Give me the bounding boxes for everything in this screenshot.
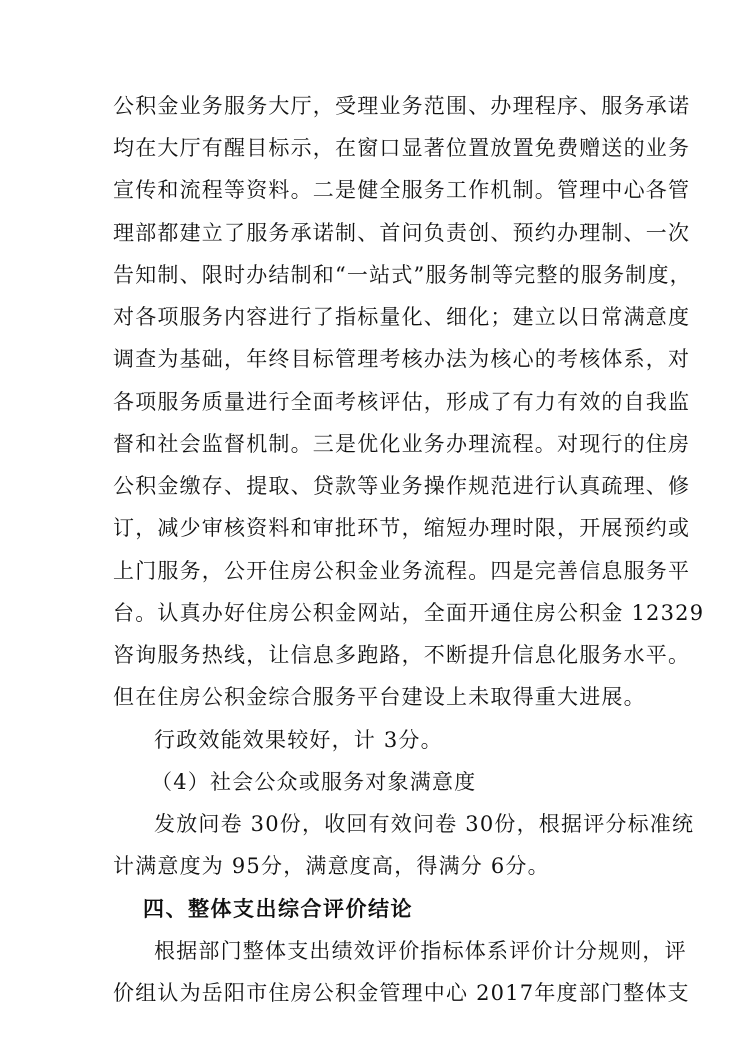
section-heading: 四、整体支出综合评价结论 — [143, 897, 413, 921]
body-text-line: 但在住房公积金综合服务平台建设上未取得重大进展。 — [113, 685, 646, 709]
body-text-line: 订，减少审核资料和审批环节，缩短办理时限，开展预约或 — [113, 516, 691, 540]
efficiency-result-text: 行政效能效果较好，计 3分。 — [154, 728, 443, 752]
body-text-line: 对各项服务内容进行了指标量化、细化；建立以日常满意度 — [113, 305, 691, 329]
body-text-line: 各项服务质量进行全面考核评估，形成了有力有效的自我监 — [113, 390, 691, 414]
body-text-line: 宣传和流程等资料。二是健全服务工作机制。管理中心各管 — [113, 178, 691, 202]
body-text-line: 台。认真办好住房公积金网站，全面开通住房公积金 12329 — [113, 601, 705, 625]
body-text-line: 公积金缴存、提取、贷款等业务操作规范进行认真疏理、修 — [113, 474, 691, 498]
conclusion-text-line: 价组认为岳阳市住房公积金管理中心 2017年度部门整体支 — [113, 981, 690, 1005]
survey-text-line: 计满意度为 95分，满意度高，得满分 6分。 — [113, 854, 550, 878]
body-text-line: 公积金业务服务大厅，受理业务范围、办理程序、服务承诺 — [113, 94, 691, 118]
body-text-line: 督和社会监督机制。三是优化业务办理流程。对现行的住房 — [113, 432, 691, 456]
body-text-line: 上门服务，公开住房公积金业务流程。四是完善信息服务平 — [113, 559, 691, 583]
body-text-line: 均在大厅有醒目标示，在窗口显著位置放置免费赠送的业务 — [113, 136, 691, 160]
body-text-line: 咨询服务热线，让信息多跑路，不断提升信息化服务水平。 — [113, 643, 691, 667]
body-text-line: 调查为基础，年终目标管理考核办法为核心的考核体系，对 — [113, 347, 691, 371]
conclusion-text-line: 根据部门整体支出绩效评价指标体系评价计分规则，评 — [154, 939, 687, 963]
survey-text-line: 发放问卷 30份，收回有效问卷 30份，根据评分标准统 — [154, 812, 695, 836]
body-text-line: 告知制、限时办结制和“一站式”服务制等完整的服务制度， — [113, 263, 692, 287]
body-text-line: 理部都建立了服务承诺制、首问负责创、预约办理制、一次 — [113, 221, 691, 245]
subsection-title: （4）社会公众或服务对象满意度 — [151, 770, 477, 794]
